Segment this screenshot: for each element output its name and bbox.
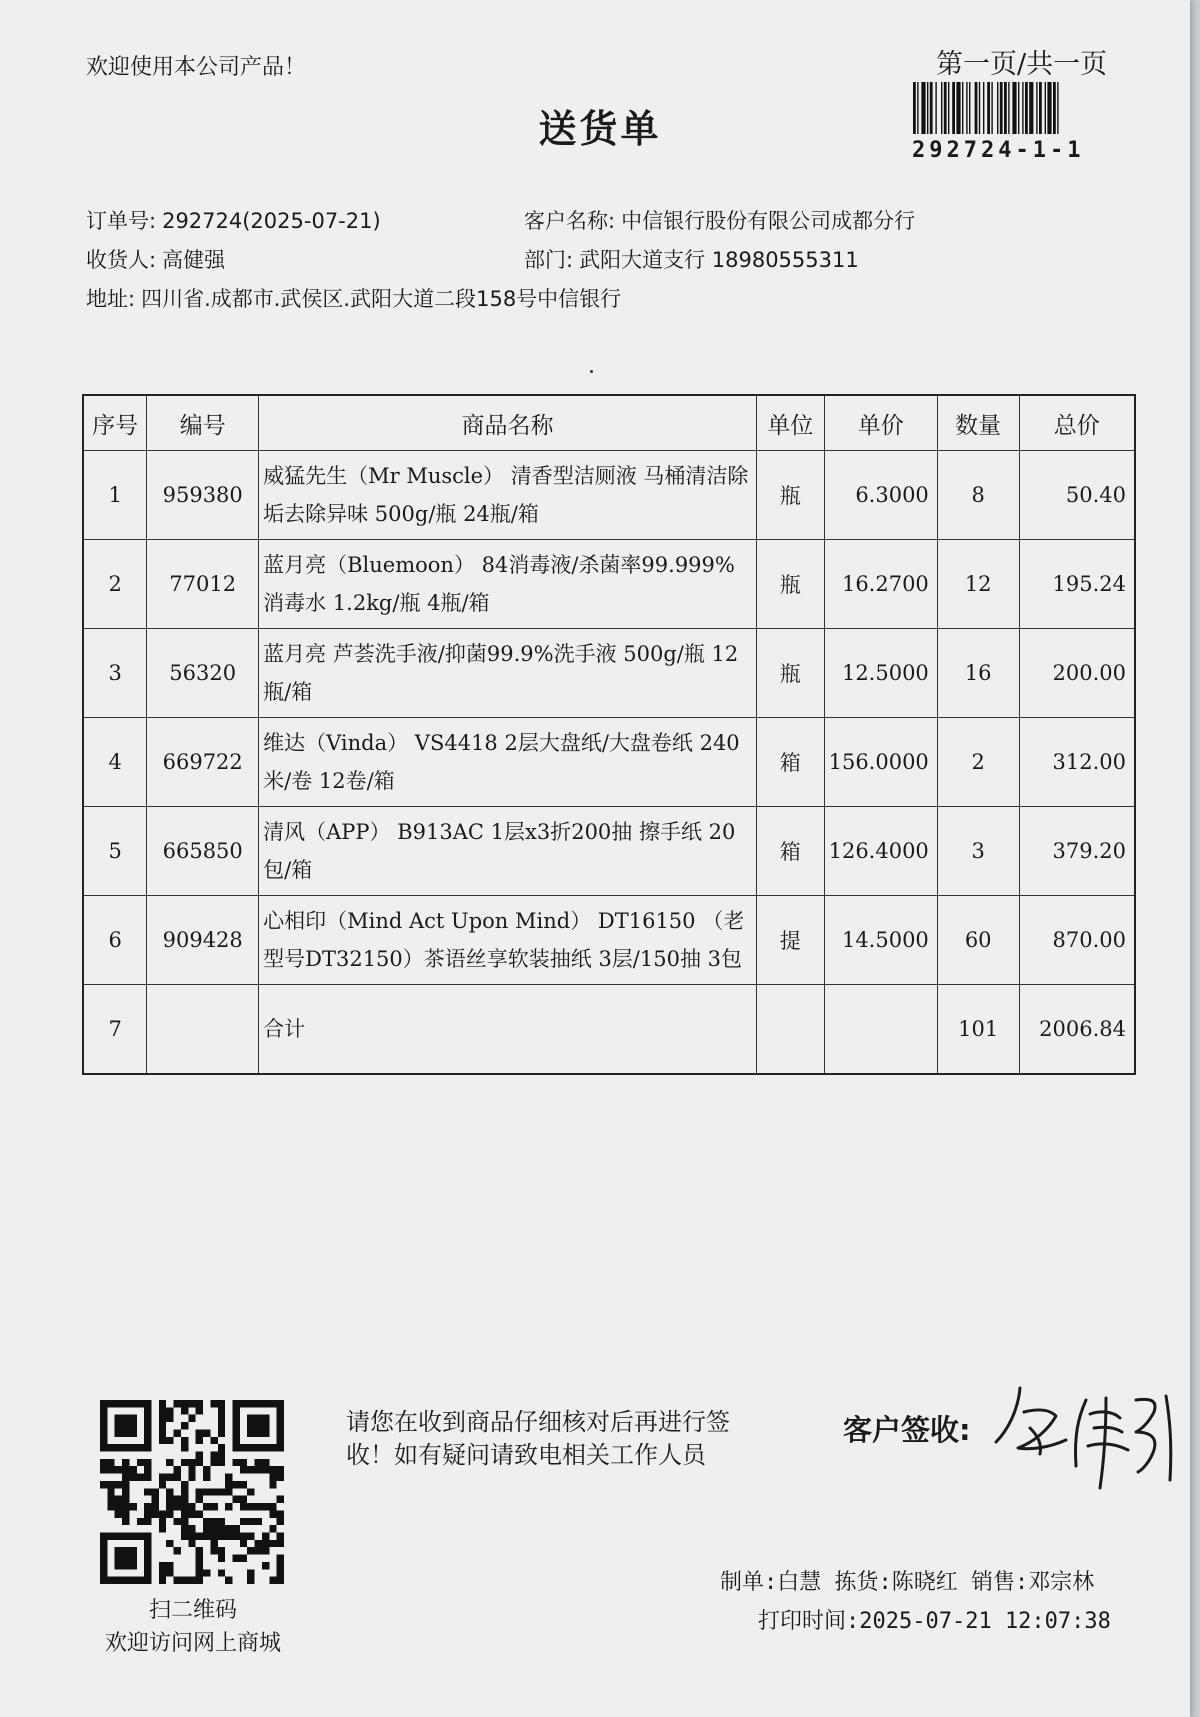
department bbox=[524, 244, 859, 274]
cell-total: 195.24 bbox=[1019, 540, 1135, 629]
cell-unit: 瓶 bbox=[756, 540, 824, 629]
cell-unit bbox=[756, 985, 824, 1075]
qr-caption-line1: 扫二维码 bbox=[148, 1598, 237, 1623]
table-row bbox=[83, 540, 1135, 629]
cell-price: 14.5000 bbox=[824, 896, 937, 985]
order-label: 订单号: bbox=[86, 209, 157, 233]
address-label: 地址: bbox=[86, 287, 136, 311]
table-header-row bbox=[83, 395, 1135, 451]
col-header-code: 编号 bbox=[147, 395, 259, 451]
welcome-text: 欢迎使用本公司产品！ bbox=[86, 55, 307, 80]
cell-price: 6.3000 bbox=[824, 451, 937, 540]
customer-value: 中信银行股份有限公司成都分行 bbox=[621, 209, 916, 233]
cell-total: 379.20 bbox=[1019, 807, 1135, 896]
goods-table bbox=[82, 394, 1136, 1075]
cell-code: 56320 bbox=[147, 629, 259, 718]
cell-qty: 16 bbox=[937, 629, 1019, 718]
cell-seq: 6 bbox=[83, 896, 147, 985]
cell-total-label: 合计 bbox=[259, 985, 757, 1075]
qr-caption-line2: 欢迎访问网上商城 bbox=[104, 1631, 281, 1656]
table-row bbox=[83, 451, 1135, 540]
order-value: 292724(2025-07-21) bbox=[162, 209, 381, 233]
cell-seq: 5 bbox=[83, 807, 147, 896]
cell-unit: 瓶 bbox=[756, 629, 824, 718]
cell-code: 909428 bbox=[147, 896, 259, 985]
cell-total: 870.00 bbox=[1019, 896, 1135, 985]
cell-unit: 瓶 bbox=[756, 451, 824, 540]
cell-seq: 4 bbox=[83, 718, 147, 807]
col-header-price: 单价 bbox=[824, 395, 937, 451]
cell-price: 16.2700 bbox=[824, 540, 937, 629]
cell-code: 77012 bbox=[147, 540, 259, 629]
col-header-seq: 序号 bbox=[83, 395, 147, 451]
table-row bbox=[83, 718, 1135, 807]
cell-price: 126.4000 bbox=[824, 807, 937, 896]
cell-qty: 2 bbox=[937, 718, 1019, 807]
col-header-total: 总价 bbox=[1019, 395, 1135, 451]
cell-qty: 3 bbox=[937, 807, 1019, 896]
cell-code bbox=[147, 985, 259, 1075]
col-header-product: 商品名称 bbox=[259, 395, 757, 451]
cell-qty: 60 bbox=[937, 896, 1019, 985]
cell-unit: 箱 bbox=[756, 807, 824, 896]
cell-qty-sum: 101 bbox=[937, 985, 1019, 1075]
cell-unit: 提 bbox=[756, 896, 824, 985]
cell-product: 蓝月亮（Bluemoon） 84消毒液/杀菌率99.999%消毒水 1.2kg/瓶 4瓶/箱 bbox=[259, 540, 757, 629]
cell-code: 669722 bbox=[147, 718, 259, 807]
cell-seq: 3 bbox=[83, 629, 147, 718]
page-info: 第一页/共一页 bbox=[936, 49, 1108, 80]
address-value: 四川省.成都市.武侯区.武阳大道二段158号中信银行 bbox=[141, 287, 622, 311]
cell-total: 50.40 bbox=[1019, 451, 1135, 540]
cell-product: 清风（APP） B913AC 1层x3折200抽 擦手纸 20包/箱 bbox=[259, 807, 757, 896]
table-row bbox=[83, 807, 1135, 896]
qr-code-image bbox=[100, 1400, 284, 1584]
cell-product: 蓝月亮 芦荟洗手液/抑菌99.9%洗手液 500g/瓶 12瓶/箱 bbox=[259, 629, 757, 718]
col-header-unit: 单位 bbox=[756, 395, 824, 451]
cell-price: 12.5000 bbox=[824, 629, 937, 718]
customer-name bbox=[524, 205, 915, 235]
cell-unit: 箱 bbox=[756, 718, 824, 807]
qr-caption bbox=[70, 1594, 316, 1660]
receipt-notice: 请您在收到商品仔细核对后再进行签收！如有疑问请致电相关工作人员 bbox=[346, 1408, 730, 1469]
cell-seq: 1 bbox=[83, 451, 147, 540]
cell-product: 维达（Vinda） VS4418 2层大盘纸/大盘卷纸 240米/卷 12卷/箱 bbox=[259, 718, 757, 807]
receiver-value: 高健强 bbox=[162, 248, 226, 272]
receiver bbox=[86, 244, 225, 274]
barcode-image bbox=[913, 82, 1125, 134]
table-row bbox=[83, 896, 1135, 985]
handwritten-signature bbox=[990, 1370, 1190, 1500]
cell-total: 312.00 bbox=[1019, 718, 1135, 807]
cell-price bbox=[824, 985, 937, 1075]
cell-product: 心相印（Mind Act Upon Mind） DT16150 （老型号DT32150）茶语丝享软装抽纸 3层/150抽 3包 bbox=[259, 896, 757, 985]
document-title: 送货单 bbox=[538, 107, 662, 151]
dept-value: 武阳大道支行 18980555311 bbox=[579, 248, 859, 272]
table-row bbox=[83, 629, 1135, 718]
address bbox=[86, 283, 621, 313]
receiver-label: 收货人: bbox=[86, 248, 157, 272]
staff-line: 制单:白慧 拣货:陈晓红 销售:邓宗林 bbox=[720, 1570, 1095, 1595]
cell-grand-total: 2006.84 bbox=[1019, 985, 1135, 1075]
col-header-qty: 数量 bbox=[937, 395, 1019, 451]
table-total-row bbox=[83, 985, 1135, 1075]
customer-sign-label: 客户签收: bbox=[843, 1413, 971, 1447]
cell-product: 威猛先生（Mr Muscle） 清香型洁厕液 马桶清洁除垢去除异味 500g/瓶 24瓶/箱 bbox=[259, 451, 757, 540]
cell-code: 665850 bbox=[147, 807, 259, 896]
customer-label: 客户名称: bbox=[524, 209, 616, 233]
print-time: 打印时间:2025-07-21 12:07:38 bbox=[758, 1609, 1111, 1634]
cell-qty: 8 bbox=[937, 451, 1019, 540]
barcode-number: 292724-1-1 bbox=[912, 138, 1085, 163]
cell-price: 156.0000 bbox=[824, 718, 937, 807]
dept-label: 部门: bbox=[524, 248, 574, 272]
cell-total: 200.00 bbox=[1019, 629, 1135, 718]
cell-seq: 2 bbox=[83, 540, 147, 629]
cell-code: 959380 bbox=[147, 451, 259, 540]
order-number bbox=[86, 205, 381, 235]
cell-qty: 12 bbox=[937, 540, 1019, 629]
stray-dot bbox=[590, 370, 593, 373]
cell-seq: 7 bbox=[83, 985, 147, 1075]
